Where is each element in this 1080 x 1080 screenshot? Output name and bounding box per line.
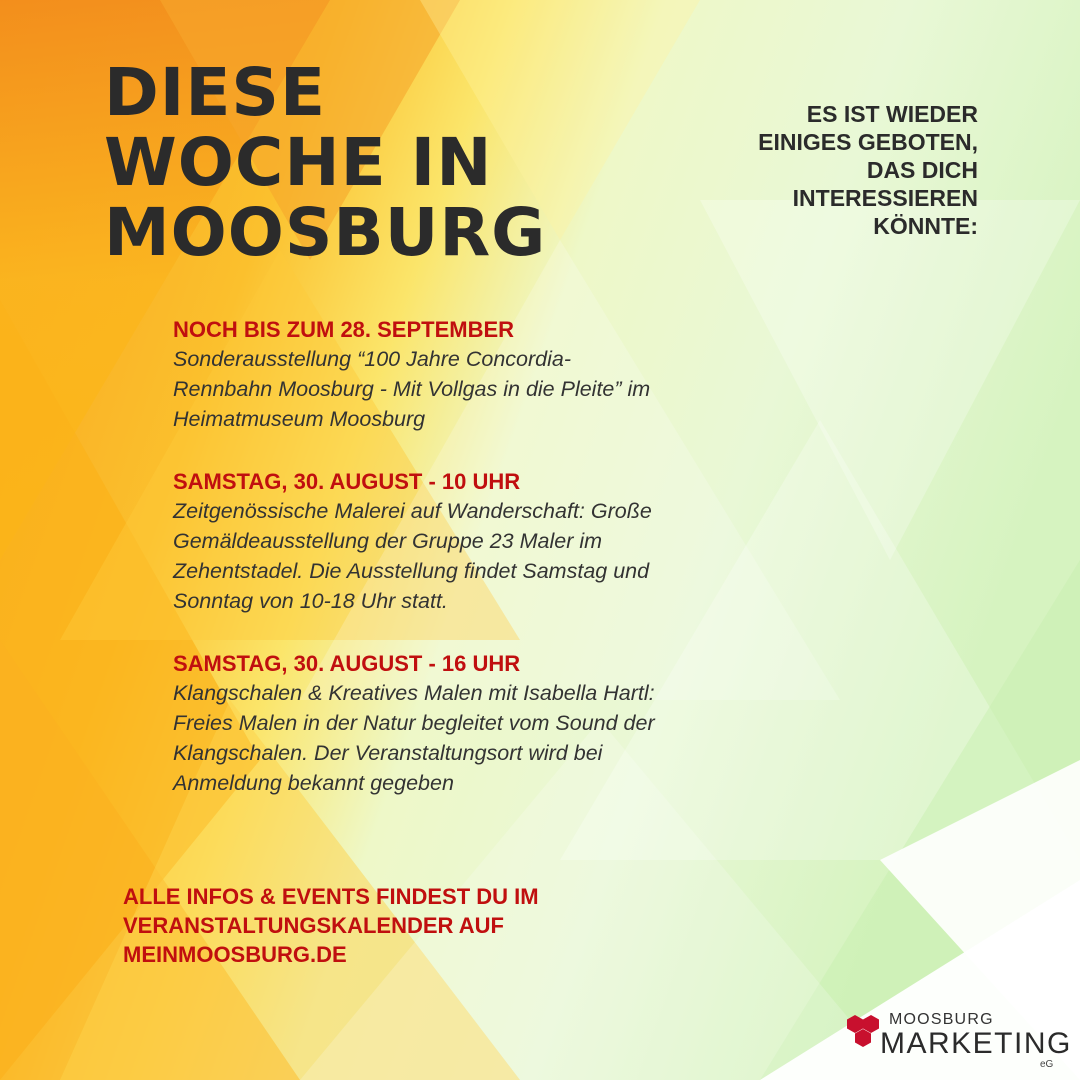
footer-line: ALLE INFOS & EVENTS FINDEST DU IM — [123, 884, 539, 909]
event-description-line: Anmeldung bekannt gegeben — [173, 771, 454, 795]
event-description-line: Freies Malen in der Natur begleitet vom Sound der — [173, 711, 655, 735]
logo-top-text: MOOSBURG — [889, 1011, 994, 1028]
event-description-line: Zehentstadel. Die Ausstellung findet Samstag und — [173, 559, 650, 583]
event-date: SAMSTAG, 30. AUGUST - 10 UHR — [173, 469, 521, 494]
event-description-line: Sonderausstellung “100 Jahre Concordia- — [173, 347, 571, 371]
event-list — [173, 316, 773, 832]
page-title — [104, 54, 547, 271]
event-item — [173, 316, 773, 434]
event-description-line: Gemäldeausstellung der Gruppe 23 Maler im — [173, 529, 603, 553]
event-date: SAMSTAG, 30. AUGUST - 16 UHR — [173, 651, 521, 676]
logo-suffix: eG — [1040, 1059, 1054, 1070]
intro-line: KÖNNTE: — [873, 213, 978, 239]
intro-line: DAS DICH — [866, 157, 978, 183]
event-description — [173, 496, 773, 616]
event-description-line: Sonntag von 10-18 Uhr statt. — [173, 589, 448, 613]
event-description-line: Klangschalen & Kreatives Malen mit Isabella Hartl: — [173, 681, 655, 705]
event-item — [173, 468, 773, 616]
intro-line: INTERESSIEREN — [792, 185, 978, 211]
intro-text — [658, 100, 978, 240]
intro-line: ES IST WIEDER — [806, 101, 978, 127]
event-item — [173, 650, 773, 798]
event-date: NOCH BIS ZUM 28. SEPTEMBER — [173, 317, 515, 342]
title-line: WOCHE IN — [104, 124, 493, 201]
event-description-line: Klangschalen. Der Veranstaltungsort wird bei — [173, 741, 603, 765]
footer-line: VERANSTALTUNGSKALENDER AUF — [123, 913, 504, 938]
moosburg-marketing-logo — [844, 1009, 1074, 1075]
logo-main-text: MARKETING — [880, 1027, 1072, 1060]
event-description-line: Zeitgenössische Malerei auf Wanderschaft: Große — [173, 499, 652, 523]
footer-call-to-action — [123, 882, 743, 969]
footer-line: MEINMOOSBURG.DE — [123, 942, 347, 967]
title-line: MOOSBURG — [104, 194, 547, 271]
event-description — [173, 344, 773, 434]
title-line: DIESE — [104, 54, 327, 131]
event-description-line: Heimatmuseum Moosburg — [173, 407, 426, 431]
event-description — [173, 678, 773, 798]
event-description-line: Rennbahn Moosburg - Mit Vollgas in die Pleite” im — [173, 377, 651, 401]
intro-line: EINIGES GEBOTEN, — [758, 129, 978, 155]
